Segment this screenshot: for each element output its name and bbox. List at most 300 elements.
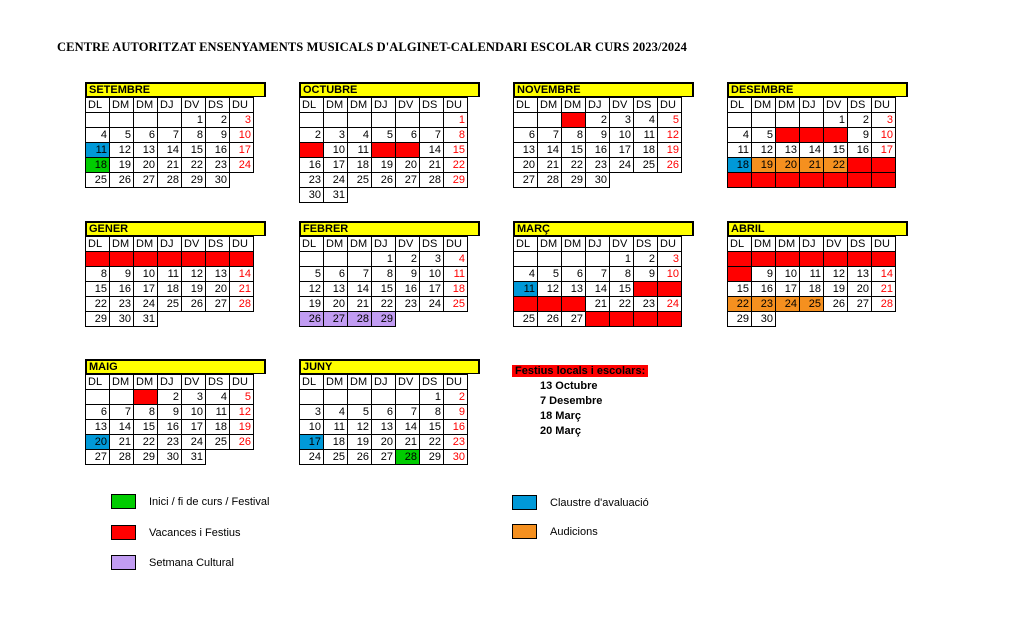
empty-cell (230, 450, 254, 465)
day-cell: 8 (444, 128, 468, 143)
day-cell: 12 (230, 405, 254, 420)
weekday-header: DM (752, 98, 776, 113)
month-name: OCTUBRE (299, 82, 480, 97)
empty-cell (86, 113, 110, 128)
day-cell: 19 (230, 420, 254, 435)
day-cell: 15 (824, 143, 848, 158)
empty-cell (372, 113, 396, 128)
weekday-header: DV (182, 375, 206, 390)
month-grid (513, 97, 682, 188)
day-cell: 7 (800, 128, 824, 143)
day-cell: 14 (800, 143, 824, 158)
day-cell: 18 (158, 282, 182, 297)
day-cell: 14 (348, 282, 372, 297)
day-cell: 14 (420, 143, 444, 158)
day-cell: 2 (586, 113, 610, 128)
day-cell: 6 (86, 405, 110, 420)
weekday-header: DV (396, 375, 420, 390)
day-cell: 29 (728, 312, 752, 327)
day-cell: 27 (562, 312, 586, 327)
day-cell: 28 (586, 312, 610, 327)
legend-swatch-orange (512, 524, 537, 539)
empty-cell (300, 390, 324, 405)
day-cell: 10 (324, 143, 348, 158)
day-cell: 13 (562, 282, 586, 297)
weekday-header: DM (538, 98, 562, 113)
day-cell: 7 (348, 267, 372, 282)
day-cell: 11 (444, 267, 468, 282)
day-cell: 8 (372, 267, 396, 282)
day-cell: 27 (86, 450, 110, 465)
day-cell: 10 (182, 405, 206, 420)
month-name: NOVEMBRE (513, 82, 694, 97)
weekday-header: DJ (800, 98, 824, 113)
day-cell: 4 (348, 128, 372, 143)
day-cell: 22 (372, 297, 396, 312)
day-cell: 16 (158, 420, 182, 435)
day-cell: 8 (420, 405, 444, 420)
weekday-header: DS (206, 98, 230, 113)
weekday-header: DM (110, 237, 134, 252)
day-cell: 18 (324, 435, 348, 450)
legend-swatch-purple (111, 555, 136, 570)
month-grid (85, 374, 254, 465)
day-cell: 24 (872, 158, 896, 173)
day-cell: 27 (396, 173, 420, 188)
day-cell: 16 (444, 420, 468, 435)
legend-label: Vacances i Festius (149, 526, 241, 539)
weekday-header: DM (752, 237, 776, 252)
weekday-header: DV (182, 98, 206, 113)
day-cell: 3 (230, 113, 254, 128)
day-cell: 1 (420, 390, 444, 405)
day-cell: 10 (300, 420, 324, 435)
day-cell: 29 (444, 173, 468, 188)
day-cell: 4 (158, 252, 182, 267)
day-cell: 25 (514, 312, 538, 327)
day-cell: 4 (634, 113, 658, 128)
day-cell: 1 (728, 252, 752, 267)
legend-inici (111, 494, 269, 509)
day-cell: 29 (610, 312, 634, 327)
month-name: MAIG (85, 359, 266, 374)
day-cell: 6 (324, 267, 348, 282)
day-cell: 16 (752, 282, 776, 297)
day-cell: 16 (110, 282, 134, 297)
day-cell: 11 (348, 143, 372, 158)
day-cell: 24 (420, 297, 444, 312)
day-cell: 18 (206, 420, 230, 435)
empty-cell (300, 113, 324, 128)
day-cell: 26 (182, 297, 206, 312)
day-cell: 18 (86, 158, 110, 173)
day-cell: 5 (752, 128, 776, 143)
day-cell: 11 (800, 267, 824, 282)
day-cell: 3 (182, 390, 206, 405)
day-cell: 8 (728, 267, 752, 282)
day-cell: 21 (872, 282, 896, 297)
day-cell: 3 (134, 252, 158, 267)
day-cell: 9 (158, 405, 182, 420)
weekday-header: DJ (158, 98, 182, 113)
day-cell: 18 (634, 143, 658, 158)
day-cell: 5 (348, 405, 372, 420)
weekday-header: DL (514, 98, 538, 113)
festiu-date: 20 Març (540, 425, 581, 437)
day-cell: 9 (300, 143, 324, 158)
day-cell: 22 (728, 297, 752, 312)
day-cell: 17 (182, 420, 206, 435)
day-cell: 19 (658, 143, 682, 158)
day-cell: 23 (158, 435, 182, 450)
day-cell: 28 (538, 173, 562, 188)
empty-cell (348, 390, 372, 405)
day-cell: 20 (562, 297, 586, 312)
weekday-header: DU (230, 375, 254, 390)
weekday-header: DL (300, 375, 324, 390)
day-cell: 14 (230, 267, 254, 282)
festiu-date: 13 Octubre (540, 380, 598, 392)
day-cell: 2 (444, 390, 468, 405)
day-cell: 30 (634, 312, 658, 327)
day-cell: 15 (372, 282, 396, 297)
empty-cell (420, 188, 444, 203)
day-cell: 6 (134, 128, 158, 143)
day-cell: 29 (86, 312, 110, 327)
weekday-header: DJ (586, 237, 610, 252)
festiu-date: 18 Març (540, 410, 581, 422)
month-setembre (85, 82, 266, 188)
day-cell: 3 (872, 113, 896, 128)
day-cell: 26 (824, 297, 848, 312)
empty-cell (824, 312, 848, 327)
day-cell: 23 (752, 297, 776, 312)
day-cell: 26 (538, 312, 562, 327)
day-cell: 23 (848, 158, 872, 173)
legend-swatch-green (111, 494, 136, 509)
day-cell: 11 (324, 420, 348, 435)
day-cell: 10 (230, 128, 254, 143)
empty-cell (134, 113, 158, 128)
day-cell: 3 (324, 128, 348, 143)
day-cell: 27 (514, 173, 538, 188)
day-cell: 20 (134, 158, 158, 173)
day-cell: 9 (586, 128, 610, 143)
day-cell: 28 (800, 173, 824, 188)
day-cell: 30 (206, 173, 230, 188)
empty-cell (872, 312, 896, 327)
day-cell: 20 (324, 297, 348, 312)
day-cell: 12 (372, 143, 396, 158)
legend-swatch-red (111, 525, 136, 540)
day-cell: 24 (230, 158, 254, 173)
day-cell: 19 (372, 158, 396, 173)
month-febrer (299, 221, 480, 327)
day-cell: 10 (872, 128, 896, 143)
month-gener (85, 221, 266, 327)
day-cell: 4 (728, 128, 752, 143)
weekday-header: DU (658, 237, 682, 252)
day-cell: 30 (444, 450, 468, 465)
empty-cell (348, 113, 372, 128)
day-cell: 23 (206, 158, 230, 173)
empty-cell (396, 390, 420, 405)
month-marc (513, 221, 694, 327)
weekday-header: DU (872, 237, 896, 252)
day-cell: 9 (444, 405, 468, 420)
day-cell: 13 (396, 143, 420, 158)
day-cell: 2 (158, 390, 182, 405)
empty-cell (752, 113, 776, 128)
day-cell: 1 (182, 113, 206, 128)
day-cell: 23 (634, 297, 658, 312)
day-cell: 21 (230, 282, 254, 297)
month-name: JUNY (299, 359, 480, 374)
weekday-header: DM (538, 237, 562, 252)
month-name: FEBRER (299, 221, 480, 236)
day-cell: 2 (300, 128, 324, 143)
weekday-header: DM (348, 98, 372, 113)
day-cell: 3 (658, 252, 682, 267)
day-cell: 13 (134, 143, 158, 158)
festius-title: Festius locals i escolars: (512, 365, 648, 377)
day-cell: 14 (110, 420, 134, 435)
day-cell: 25 (634, 158, 658, 173)
day-cell: 22 (86, 297, 110, 312)
day-cell: 17 (610, 143, 634, 158)
empty-cell (776, 113, 800, 128)
day-cell: 19 (752, 158, 776, 173)
day-cell: 12 (538, 282, 562, 297)
empty-cell (300, 252, 324, 267)
day-cell: 18 (444, 282, 468, 297)
day-cell: 16 (848, 143, 872, 158)
weekday-header: DS (420, 98, 444, 113)
day-cell: 13 (324, 282, 348, 297)
day-cell: 28 (230, 297, 254, 312)
day-cell: 12 (752, 143, 776, 158)
empty-cell (324, 390, 348, 405)
legend-label: Audicions (550, 525, 598, 538)
day-cell: 28 (158, 173, 182, 188)
day-cell: 24 (610, 158, 634, 173)
day-cell: 24 (182, 435, 206, 450)
day-cell: 28 (420, 173, 444, 188)
day-cell: 27 (206, 297, 230, 312)
empty-cell (348, 188, 372, 203)
day-cell: 13 (776, 143, 800, 158)
day-cell: 4 (206, 390, 230, 405)
day-cell: 12 (300, 282, 324, 297)
festiu-date: 7 Desembre (540, 395, 603, 407)
day-cell: 7 (586, 267, 610, 282)
day-cell: 30 (110, 312, 134, 327)
month-grid (85, 97, 254, 188)
day-cell: 27 (324, 312, 348, 327)
month-grid (727, 97, 896, 188)
month-desembre (727, 82, 908, 188)
weekday-header: DM (348, 375, 372, 390)
weekday-header: DJ (372, 375, 396, 390)
weekday-header: DS (206, 237, 230, 252)
day-cell: 1 (610, 252, 634, 267)
day-cell: 23 (300, 173, 324, 188)
weekday-header: DU (230, 237, 254, 252)
weekday-header: DS (634, 98, 658, 113)
empty-cell (658, 173, 682, 188)
day-cell: 25 (158, 297, 182, 312)
day-cell: 29 (824, 173, 848, 188)
day-cell: 26 (300, 312, 324, 327)
empty-cell (396, 312, 420, 327)
day-cell: 11 (728, 143, 752, 158)
weekday-header: DJ (586, 98, 610, 113)
empty-cell (230, 173, 254, 188)
day-cell: 5 (824, 252, 848, 267)
month-name: GENER (85, 221, 266, 236)
day-cell: 18 (800, 282, 824, 297)
day-cell: 22 (444, 158, 468, 173)
day-cell: 4 (514, 267, 538, 282)
day-cell: 15 (562, 143, 586, 158)
month-octubre (299, 82, 480, 203)
empty-cell (206, 450, 230, 465)
day-cell: 3 (300, 405, 324, 420)
empty-cell (848, 312, 872, 327)
day-cell: 10 (134, 267, 158, 282)
weekday-header: DL (86, 375, 110, 390)
day-cell: 4 (324, 405, 348, 420)
day-cell: 5 (300, 267, 324, 282)
day-cell: 30 (848, 173, 872, 188)
empty-cell (538, 252, 562, 267)
day-cell: 21 (348, 297, 372, 312)
day-cell: 28 (348, 312, 372, 327)
day-cell: 5 (230, 390, 254, 405)
day-cell: 8 (86, 267, 110, 282)
weekday-header: DM (134, 98, 158, 113)
day-cell: 19 (538, 297, 562, 312)
day-cell: 22 (182, 158, 206, 173)
day-cell: 11 (158, 267, 182, 282)
weekday-header: DJ (372, 98, 396, 113)
empty-cell (372, 390, 396, 405)
empty-cell (110, 113, 134, 128)
weekday-header: DS (420, 375, 444, 390)
month-name: DESEMBRE (727, 82, 908, 97)
day-cell: 1 (134, 390, 158, 405)
day-cell: 26 (348, 450, 372, 465)
weekday-header: DU (444, 375, 468, 390)
day-cell: 13 (86, 420, 110, 435)
empty-cell (372, 188, 396, 203)
day-cell: 24 (776, 297, 800, 312)
day-cell: 18 (514, 297, 538, 312)
empty-cell (444, 188, 468, 203)
day-cell: 7 (158, 128, 182, 143)
empty-cell (86, 390, 110, 405)
weekday-header: DJ (372, 237, 396, 252)
day-cell: 21 (158, 158, 182, 173)
day-cell: 21 (110, 435, 134, 450)
day-cell: 21 (420, 158, 444, 173)
day-cell: 25 (324, 450, 348, 465)
day-cell: 9 (752, 267, 776, 282)
empty-cell (396, 113, 420, 128)
day-cell: 30 (300, 188, 324, 203)
day-cell: 22 (562, 158, 586, 173)
day-cell: 17 (230, 143, 254, 158)
day-cell: 6 (776, 128, 800, 143)
weekday-header: DL (514, 237, 538, 252)
month-name: SETEMBRE (85, 82, 266, 97)
empty-cell (800, 312, 824, 327)
weekday-header: DJ (158, 237, 182, 252)
day-cell: 20 (514, 158, 538, 173)
month-name: ABRIL (727, 221, 908, 236)
day-cell: 19 (824, 282, 848, 297)
weekday-header: DU (230, 98, 254, 113)
day-cell: 5 (538, 267, 562, 282)
day-cell: 27 (372, 450, 396, 465)
day-cell: 30 (586, 173, 610, 188)
legend-swatch-blue (512, 495, 537, 510)
day-cell: 8 (182, 128, 206, 143)
empty-cell (514, 113, 538, 128)
month-name: MARÇ (513, 221, 694, 236)
day-cell: 21 (538, 158, 562, 173)
day-cell: 19 (110, 158, 134, 173)
month-grid (299, 97, 468, 203)
day-cell: 7 (872, 252, 896, 267)
day-cell: 12 (658, 128, 682, 143)
day-cell: 22 (610, 297, 634, 312)
day-cell: 22 (134, 435, 158, 450)
empty-cell (420, 312, 444, 327)
weekday-header: DJ (800, 237, 824, 252)
day-cell: 25 (800, 297, 824, 312)
day-cell: 2 (634, 252, 658, 267)
day-cell: 23 (396, 297, 420, 312)
day-cell: 10 (658, 267, 682, 282)
weekday-header: DS (848, 237, 872, 252)
empty-cell (348, 252, 372, 267)
day-cell: 2 (110, 252, 134, 267)
legend-setmana-cultural (111, 555, 234, 570)
day-cell: 5 (658, 113, 682, 128)
day-cell: 5 (372, 128, 396, 143)
day-cell: 12 (182, 267, 206, 282)
day-cell: 26 (372, 173, 396, 188)
festius-box (512, 361, 648, 439)
day-cell: 11 (634, 128, 658, 143)
day-cell: 1 (86, 252, 110, 267)
empty-cell (420, 113, 444, 128)
month-grid (727, 236, 896, 327)
day-cell: 23 (110, 297, 134, 312)
day-cell: 8 (824, 128, 848, 143)
empty-cell (634, 173, 658, 188)
day-cell: 29 (182, 173, 206, 188)
weekday-header: DM (776, 98, 800, 113)
day-cell: 10 (420, 267, 444, 282)
day-cell: 7 (110, 405, 134, 420)
day-cell: 18 (348, 158, 372, 173)
day-cell: 17 (300, 435, 324, 450)
day-cell: 28 (872, 297, 896, 312)
day-cell: 1 (372, 252, 396, 267)
day-cell: 9 (634, 267, 658, 282)
